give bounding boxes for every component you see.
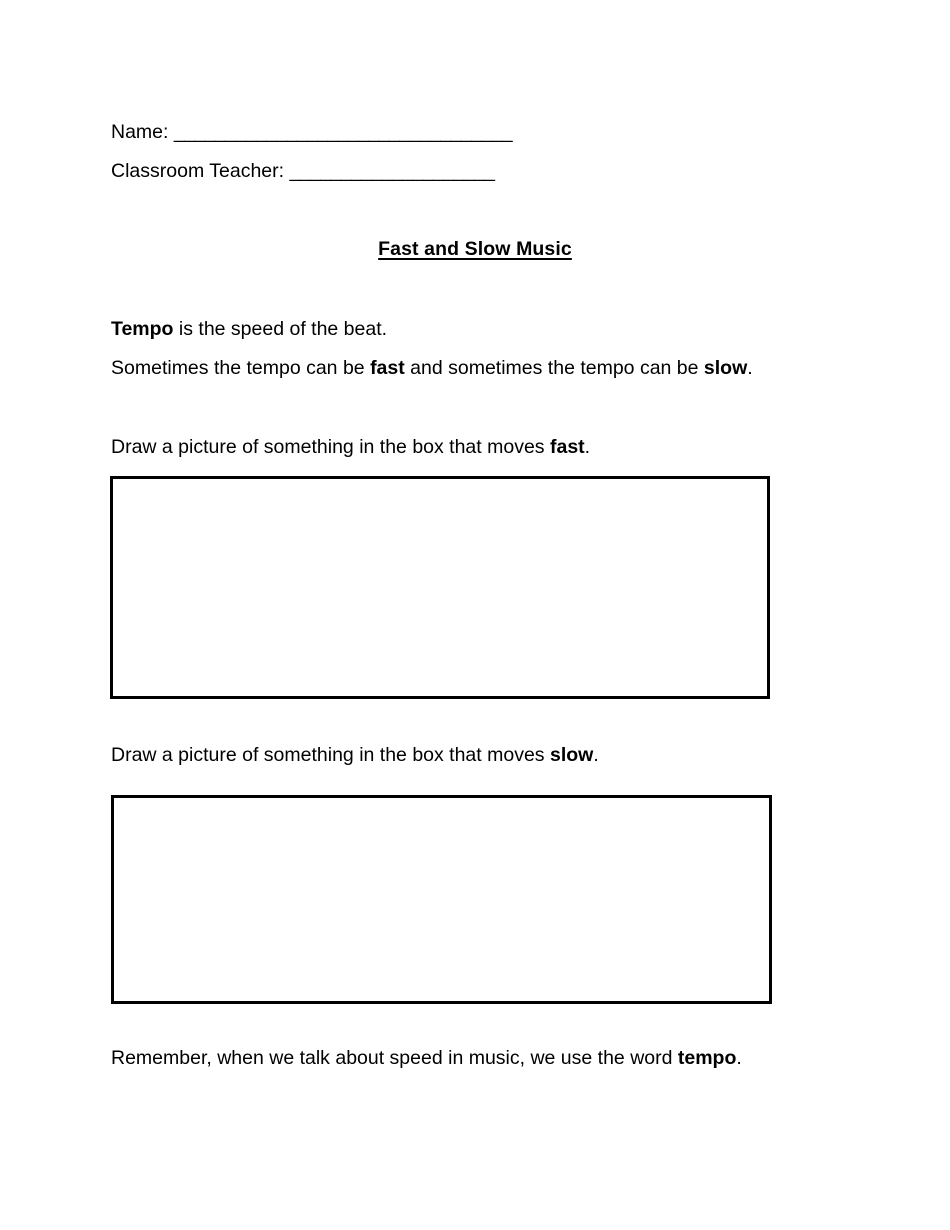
tempo-sentence-part3: .: [747, 357, 753, 379]
closing-part2: .: [736, 1047, 742, 1069]
classroom-teacher-field-row: [111, 160, 494, 183]
prompt-slow-part2: .: [593, 744, 599, 766]
fast-drawing-area[interactable]: [110, 476, 770, 699]
slow-drawing-area[interactable]: [111, 795, 772, 1004]
closing-keyword: tempo: [677, 1047, 737, 1069]
prompt-slow-keyword: slow: [549, 744, 594, 766]
prompt-fast-line: [111, 436, 590, 459]
tempo-sentence-slow: slow: [703, 357, 748, 379]
name-field-label: Name:: [111, 121, 169, 143]
tempo-definition-line: [111, 318, 387, 341]
name-field-blank[interactable]: _________________________________: [173, 121, 512, 143]
prompt-slow-part1: Draw a picture of something in the box that moves: [111, 744, 550, 766]
prompt-fast-part2: .: [584, 436, 591, 458]
tempo-sentence-part1: Sometimes the tempo can be: [111, 357, 371, 379]
tempo-term: Tempo: [111, 318, 174, 340]
closing-line: [111, 1047, 742, 1070]
classroom-teacher-field-label: Classroom Teacher:: [111, 160, 285, 182]
tempo-definition-rest: is the speed of the beat.: [173, 318, 388, 340]
prompt-slow-line: [111, 744, 599, 767]
prompt-fast-part1: Draw a picture of something in the box that moves: [111, 436, 550, 458]
page-title: [111, 238, 839, 261]
prompt-fast-keyword: fast: [549, 436, 585, 458]
closing-part1: Remember, when we talk about speed in music, we use the word: [111, 1047, 678, 1069]
tempo-sentence-line: [111, 357, 753, 380]
tempo-sentence-fast: fast: [370, 357, 405, 379]
classroom-teacher-field-blank[interactable]: ____________________: [289, 160, 495, 182]
name-field-row: [111, 121, 512, 144]
tempo-sentence-part2: and sometimes the tempo can be: [404, 357, 704, 379]
page-title-text: Fast and Slow Music: [378, 238, 572, 260]
